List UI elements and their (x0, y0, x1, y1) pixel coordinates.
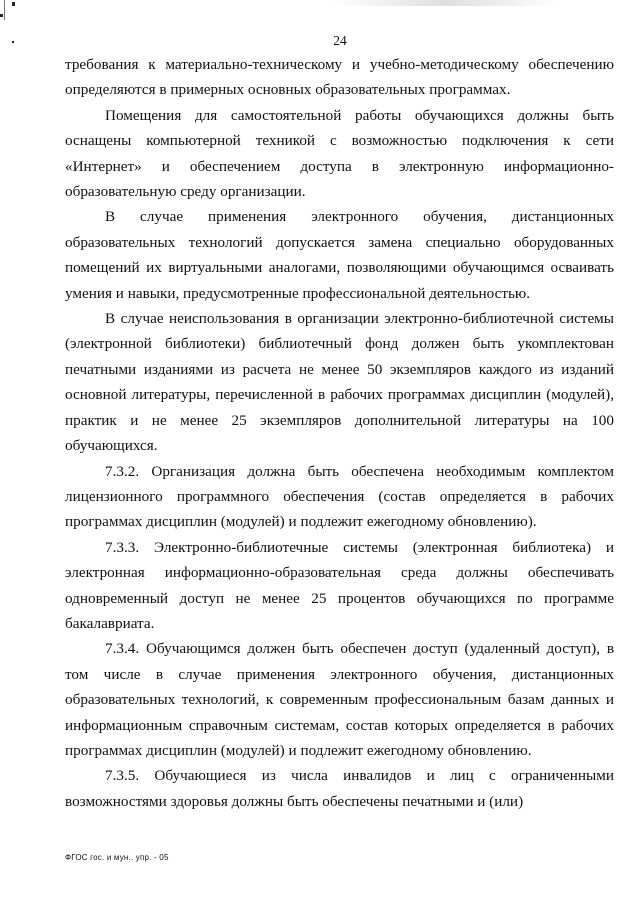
scan-mark (4, 0, 5, 20)
paragraph: Помещения для самостоятельной работы обучающихся должны быть оснащены компьютерной техникой с возможностью подключения к сети «Интернет» и обеспечением доступа в электронную информационно-образовательную среду организации. (65, 106, 614, 201)
footer-code: ФГОС гос. и мун.. упр. - 05 (65, 853, 169, 862)
body-text (65, 52, 614, 814)
paragraph: 7.3.5. Обучающиеся из числа инвалидов и лиц с ограниченными возможностями здоровья должны быть обеспечены печатными и (или) (65, 767, 614, 810)
scan-smudge (330, 0, 560, 6)
paragraph: В случае применения электронного обучения, дистанционных образовательных технологий допускается замена специально оборудованных помещений их виртуальными аналогами, позволяющими обучающимся осваивать умения и навыки, предусмотренные профессиональной деятельностью. (65, 208, 614, 302)
paragraph: 7.3.3. Электронно-библиотечные системы (электронная библиотека) и электронная информационно-образовательная среда должны обеспечивать одновременный доступ не менее 25 процентов обучающихся по программе бакалавриата. (65, 538, 614, 632)
paragraph: 7.3.4. Обучающимся должен быть обеспечен доступ (удаленный доступ), в том числе в случае применения электронного обучения, дистанционных образовательных технологий, к современным профессиональным базам данных и информационным справочным системам, состав которых определяется в рабочих программах дисциплин (модулей) и подлежит ежегодному обновлению. (65, 640, 614, 759)
scan-mark (12, 2, 15, 6)
scan-mark (0, 14, 3, 17)
paragraph: требования к материально-техническому и учебно-методическому обеспечению определяются в примерных основных образовательных программах. (65, 56, 614, 99)
paragraph: В случае неиспользования в организации электронно-библиотечной системы (электронной библиотеки) библиотечный фонд должен быть укомплектован печатными изданиями из расчета не менее 50 экземпляров каждого из изданий основной литературы, перечисленной в рабочих программах дисциплин (модулей), практик и не менее 25 экземпляров дополнительной литературы на 100 обучающихся. (65, 310, 614, 455)
paragraph: 7.3.2. Организация должна быть обеспечена необходимым комплектом лицензионного программного обеспечения (состав определяется в рабочих программах дисциплин (модулей) и подлежит ежегодному обновлению). (65, 462, 614, 531)
page-number: 24 (333, 33, 347, 48)
